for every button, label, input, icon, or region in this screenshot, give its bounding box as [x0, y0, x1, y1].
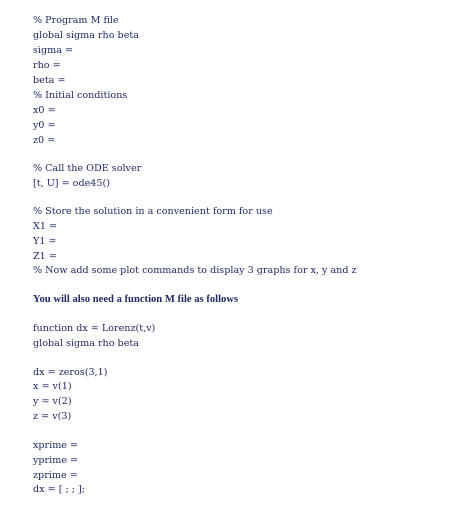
code-line-z-v3: z = v(3) [33, 411, 72, 422]
code-line-dx-zeros: dx = zeros(3,1) [33, 367, 108, 378]
code-line-xprime: xprime = [33, 440, 79, 451]
code-line-y1: Y1 = [33, 236, 57, 247]
code-line-y-v2: y = v(2) [33, 396, 72, 407]
code-line-rho: rho = [33, 60, 61, 71]
code-line-ode45: [t, U] = ode45() [33, 178, 110, 189]
comment-plot-commands: % Now add some plot commands to display 3 graphs for x, y and z [33, 265, 357, 276]
comment-program-m-file: % Program M file [33, 15, 119, 26]
code-line-global: global sigma rho beta [33, 30, 139, 41]
code-line-dx-vector: dx = [ ; ; ]; [33, 484, 86, 495]
code-line-y0: y0 = [33, 120, 56, 131]
code-line-x-v1: x = v(1) [33, 381, 72, 392]
code-line-global-fn: global sigma rho beta [33, 338, 139, 349]
code-line-z1: Z1 = [33, 251, 57, 262]
section-heading: You will also need a function M file as follows [33, 294, 239, 305]
code-line-x1: X1 = [33, 221, 58, 232]
code-line-z0: z0 = [33, 135, 56, 146]
comment-store-solution: % Store the solution in a convenient form for use [33, 206, 273, 217]
code-line-yprime: yprime = [33, 455, 79, 466]
comment-initial-conditions: % Initial conditions [33, 90, 128, 101]
code-line-x0: x0 = [33, 105, 56, 116]
code-line-function-def: function dx = Lorenz(t,v) [33, 323, 156, 334]
comment-call-ode-solver: % Call the ODE solver [33, 163, 142, 174]
code-line-beta: beta = [33, 75, 66, 86]
code-line-sigma: sigma = [33, 45, 74, 56]
code-line-zprime: zprime = [33, 470, 78, 481]
